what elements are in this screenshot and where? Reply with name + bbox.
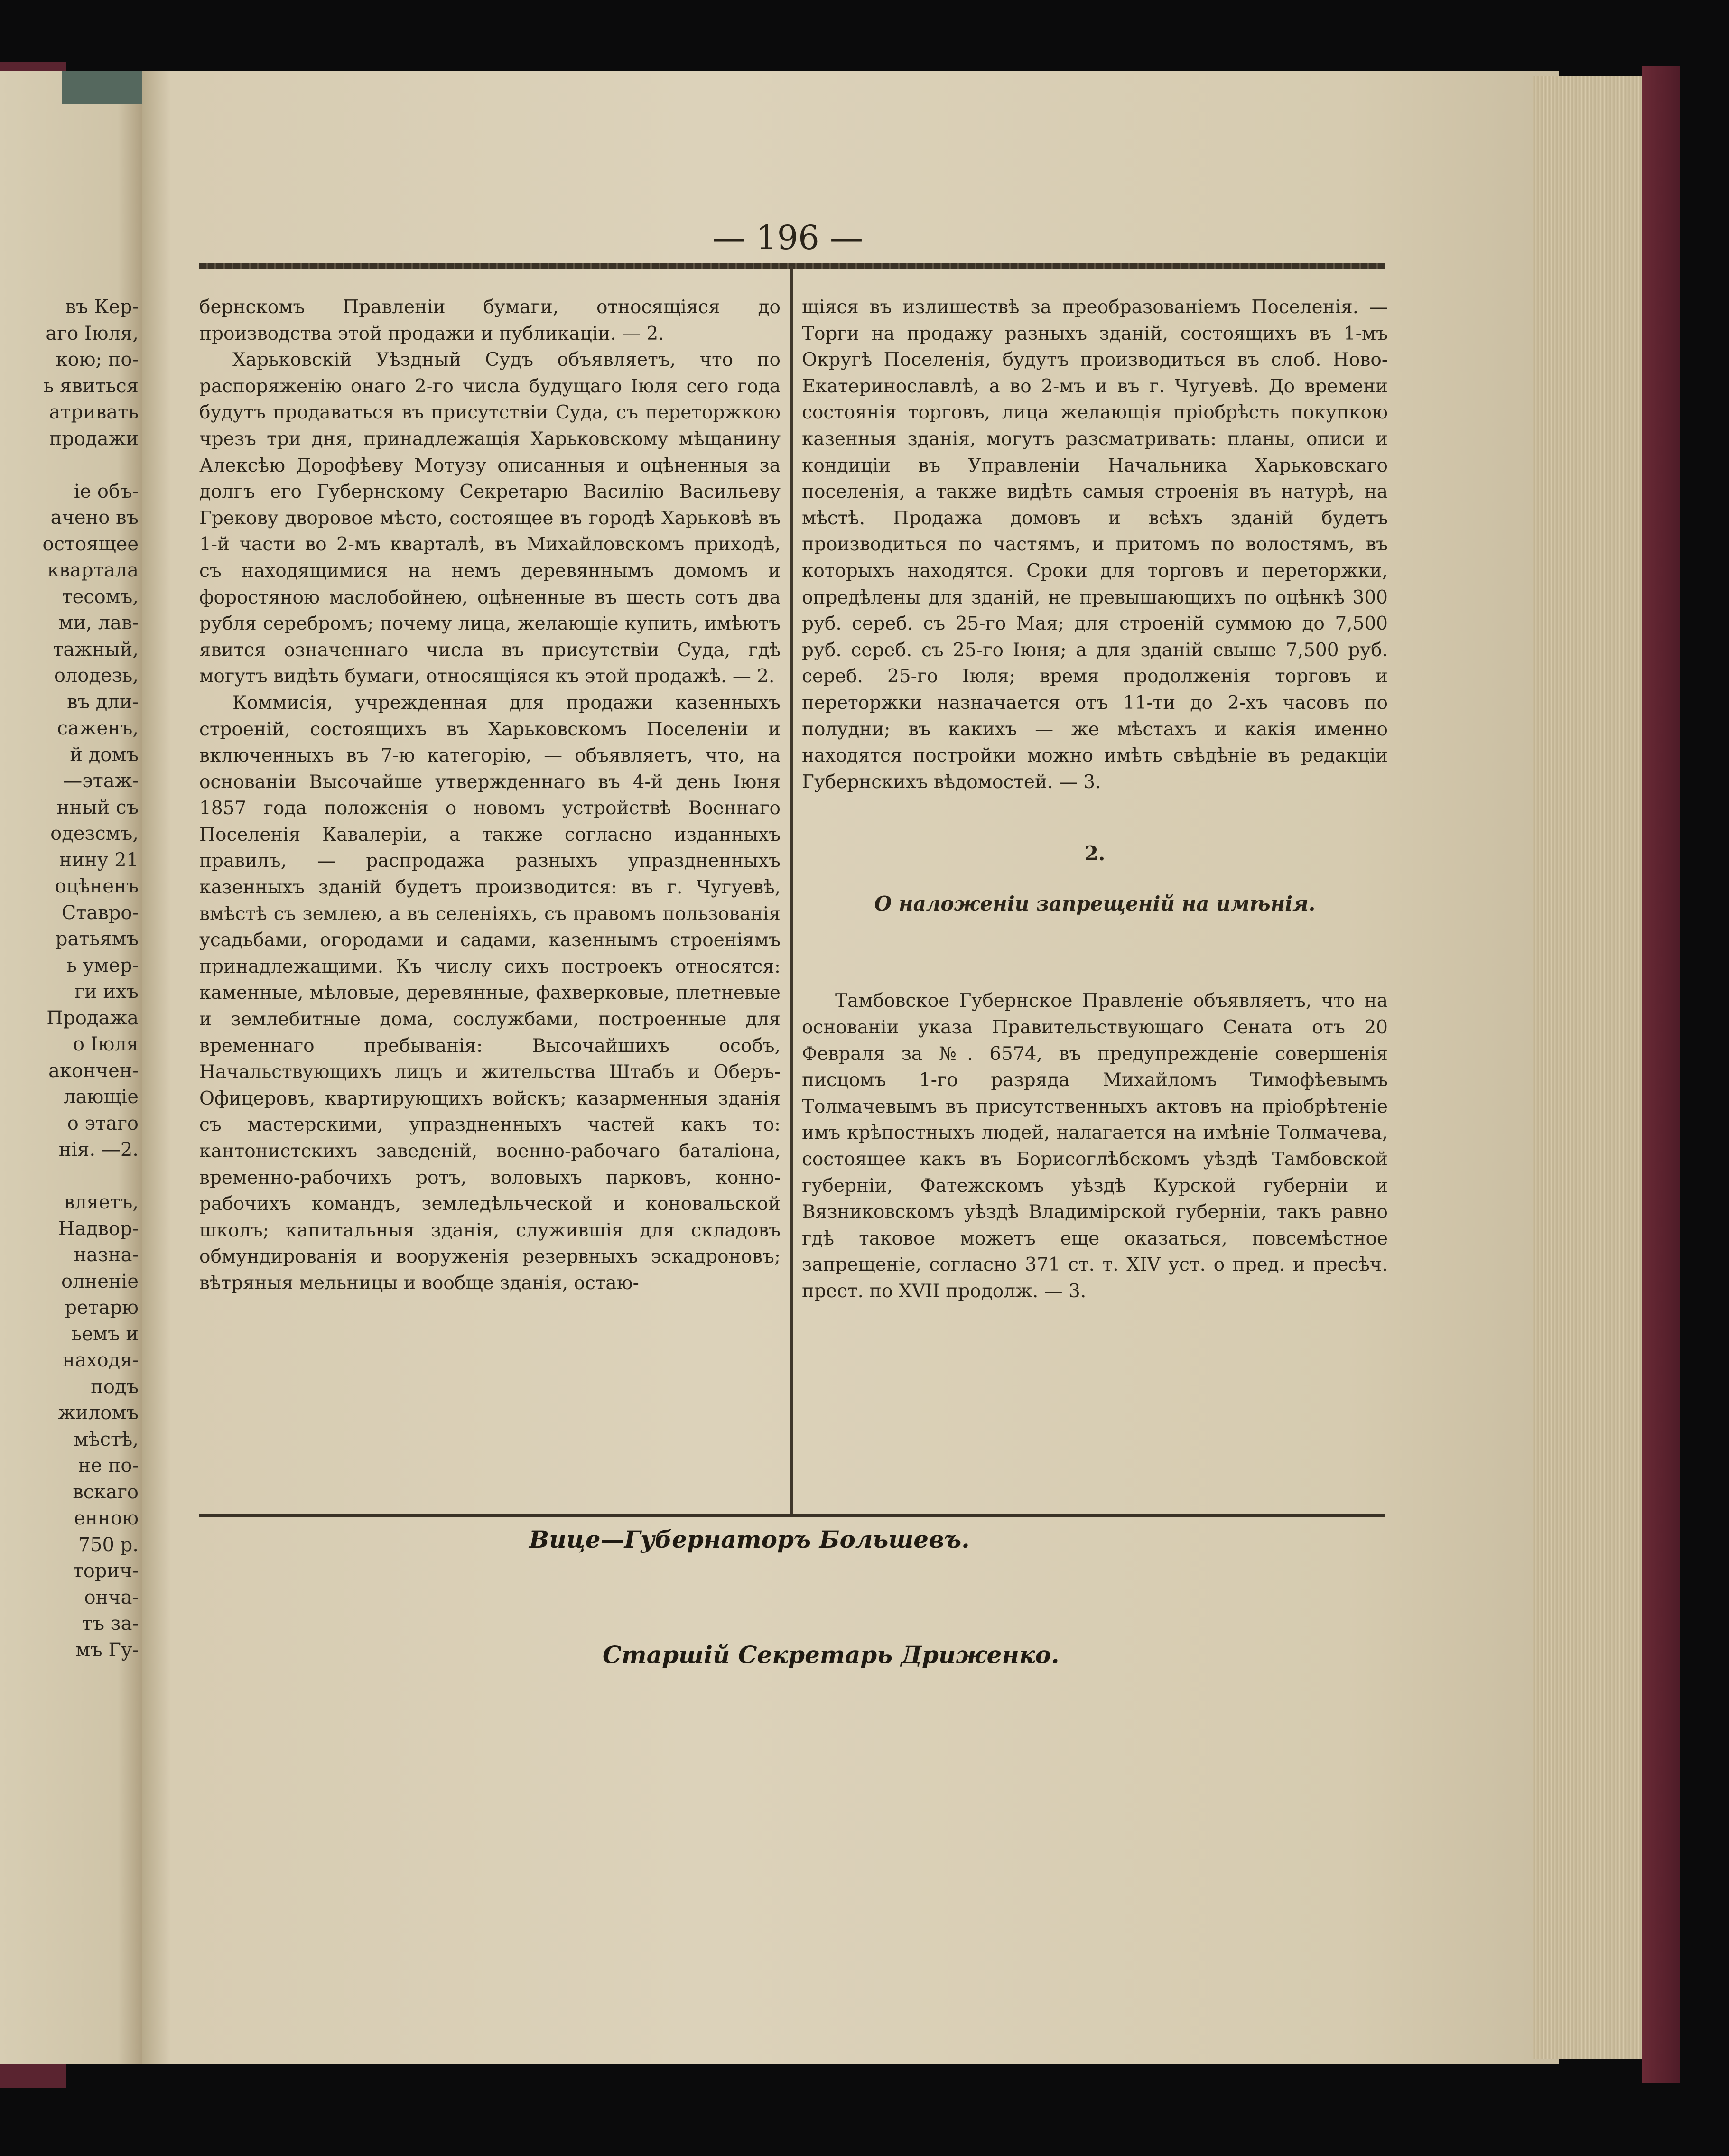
facing-page-line: въ Кер- — [65, 296, 139, 318]
facing-page-line: атривать — [49, 401, 139, 423]
facing-page-line: ачено въ — [50, 507, 139, 529]
facing-page-line: Надвор- — [58, 1217, 139, 1240]
facing-page-line: ьемъ и — [71, 1323, 139, 1345]
book-cover-right — [1642, 66, 1680, 2083]
paragraph-continuation-right: щіяся въ излишествѣ за преобразованіемъ Поселенія. — Торги на продажу разныхъ зданій, состоящихъ въ 1-мъ Округѣ Поселенія, будутъ производиться въ слоб. Ново-Екатеринославлѣ, а во 2-мъ и въ г. Чугуевѣ. До времени состоянія торговъ, лица желающія пріобрѣсть покупкою казенныя зданія, могутъ разсматривать: планы, описи и кондиціи въ Управленіи Начальника Харьковскаго поселенія, а также видѣть самыя строенія въ натурѣ, на мѣстѣ. Продажа домовъ и всѣхъ зданій будетъ производиться по частямъ, и притомъ по волостямъ, въ которыхъ находятся. Сроки для торговъ и переторжки, опредѣлены для зданій, не превышающихъ по оцѣнкѣ 300 руб. сереб. съ 25-го Мая; для строеній суммою до 7,500 руб. сереб. съ 25-го Іюня; а для зданій свыше 7,500 руб. сереб. 25-го Іюля; время продолженія торговъ и переторжки назначается отъ 11-ти до 2-хъ часовъ по полудни; въ какихъ — же мѣстахъ и какія именно находятся постройки можно имѣть свѣдѣніе въ редакціи Губернскихъ вѣдомостей. — 3. — [802, 297, 1388, 793]
facing-page-line: лающіе — [64, 1086, 139, 1108]
facing-page-line: въ дли- — [67, 691, 139, 713]
facing-page-line: мѣстѣ, — [74, 1428, 139, 1450]
facing-page-line: одезсмъ, — [50, 823, 139, 845]
facing-page-line — [6, 452, 139, 479]
facing-page-line: енною — [74, 1507, 139, 1529]
facing-page-line: ретарю — [65, 1297, 139, 1319]
facing-page-line: акончен- — [48, 1059, 139, 1082]
facing-page-line: о этаго — [67, 1112, 139, 1134]
page-block-edge — [1533, 76, 1642, 2059]
facing-page-line: ги ихъ — [74, 981, 139, 1003]
paragraph-tambov-notice: Тамбовское Губернское Правленіе объявляетъ, что на основаніи указа Правительствующаго Сената отъ 20 Февраля за №. 6574, въ предупрежденіе совершенія писцомъ 1-го разряда Михайломъ Тимофѣевымъ Толмачевымъ въ присутственныхъ актовъ на пріобрѣтеніе имъ крѣпостныхъ людей, налагается на имѣніе Толмачева, состоящее какъ въ Борисоглѣбскомъ уѣздѣ Тамбовской губерніи, Фатежскомъ уѣздѣ Курской губерніи и Вязниковскомъ уѣздѣ Владимірской губерніи, такъ равно гдѣ таковое можетъ еще оказаться, повсемѣстное запрещеніе, согласно 371 ст. т. XIV уст. о пред. и пресѣч. прест. по XVII продолж. — 3. — [802, 990, 1388, 1302]
paragraph-court-notice: Харьковскій Уѣздный Судъ объявляетъ, что по распоряженію онаго 2-го числа будущаго Іюля сего года будутъ продаваться въ присутствіи Суда, съ переторжкою чрезъ три дня, принадлежащія Харьковскому мѣщанину Алексѣю Дорофѣеву Мотузу описанныя и оцѣненныя за долгъ его Губернскому Секретарю Василію Васильеву Грекову дворовое мѣсто, состоящее въ городѣ Харьковѣ въ 1-й части во 2-мъ кварталѣ, въ Михайловскомъ приходѣ, съ находящимися на немъ деревяннымъ домомъ и форостяною маслобойнею, оцѣненные въ шесть сотъ два рубля серебромъ; почему лица, желающіе купить, имѣютъ явится означеннаго числа въ присутствіи Суда, гдѣ могутъ видѣть бумаги, относящіяся къ этой продажѣ. — 2. — [199, 349, 781, 688]
facing-page-fragment — [0, 71, 147, 2064]
facing-page-line: о Іюля — [73, 1033, 139, 1055]
right-column — [802, 294, 1388, 1305]
facing-page-line — [6, 1163, 139, 1190]
paragraph-commission-notice: Коммисія, учрежденная для продажи казенныхъ строеній, состоящихъ въ Харьковскомъ Поселеніи и включенныхъ въ 7-ю категорію, — объявляетъ, что, на основаніи Высочайше утвержденнаго въ 4-й день Іюня 1857 года положенія о новомъ устройствѣ Военнаго Поселенія Кавалеріи, а также согласно изданныхъ правилъ, — распродажа разныхъ упраздненныхъ казенныхъ зданій будетъ производится: въ г. Чугуевѣ, вмѣстѣ съ землею, а въ селеніяхъ, съ правомъ пользованія усадьбами, огородами и садами, казеннымъ строеніямъ принадлежащими. Къ числу сихъ построекъ относятся: каменные, мѣловые, деревянные, фахверковые, плетневые и землебитные дома, сослужбами, построенные для временнаго пребыванія: Высочайшихъ особъ, Начальствующихъ лицъ и жительства Штабъ и Оберъ-Офицеровъ, квартирующихъ войскъ; казарменныя зданія съ мастерскими, упраздненныхъ частей какъ то: кантонистскихъ заведеній, военно-рабочаго баталіона, временно-рабочихъ ротъ, воловыхъ парковъ, конно-рабочихъ командъ, земледѣльческой и коновальской школъ; капитальныя зданія, служившія для складовъ обмундированія и вооруженія резервныхъ эскадроновъ; вѣтряныя мельницы и вообще зданія, остаю- — [199, 692, 781, 1294]
facing-page-line: находя- — [62, 1349, 139, 1371]
facing-page-line: 750 р. — [78, 1533, 139, 1556]
facing-page-line: мъ Гу- — [75, 1639, 139, 1661]
left-column — [199, 294, 781, 1297]
facing-page-line: саженъ, — [57, 717, 139, 739]
facing-page-text — [6, 294, 139, 1663]
facing-page-line: подъ — [91, 1375, 139, 1398]
facing-page-line: продажи — [49, 427, 139, 450]
facing-page-line: оцѣненъ — [55, 875, 139, 897]
facing-page-line: тажный, — [53, 638, 139, 660]
facing-page-line: ь явиться — [43, 375, 139, 397]
facing-page-line: назна- — [74, 1244, 139, 1266]
facing-page-line: вскаго — [73, 1481, 139, 1503]
signature-vice-governor: Вице—Губернаторъ Большевъ. — [529, 1525, 970, 1553]
facing-page-line: олодезь, — [54, 665, 139, 687]
facing-page-line: вляетъ, — [64, 1191, 139, 1213]
spine-cloth — [62, 71, 147, 104]
facing-page-line: кою; по- — [56, 349, 139, 371]
facing-page-line: ми, лав- — [58, 612, 139, 634]
facing-page-line: аго Іюля, — [46, 322, 139, 344]
facing-page-line: ь умер- — [66, 954, 139, 976]
facing-page-line: тъ за- — [82, 1613, 139, 1635]
facing-page-line: остоящее — [42, 533, 139, 555]
section-number: 2. — [1084, 842, 1106, 865]
section-title: О наложеніи запрещеній на имѣнія. — [874, 892, 1316, 915]
paragraph-continuation: бернскомъ Правленіи бумаги, относящіяся до производства этой продажи и публикаціи. — 2. — [199, 297, 781, 344]
page-number: — 196 — — [712, 218, 864, 257]
facing-page-line: олненіе — [61, 1270, 139, 1292]
facing-page-line: жиломъ — [58, 1402, 139, 1424]
facing-page-line: нія. —2. — [58, 1139, 139, 1161]
facing-page-line: квартала — [47, 559, 139, 581]
facing-page-line: тесомъ, — [62, 585, 139, 608]
facing-page-line: й домъ — [70, 743, 139, 766]
column-divider — [790, 266, 793, 1514]
facing-page-line: —этаж- — [63, 770, 139, 792]
signature-senior-secretary: Старшій Секретарь Дриженко. — [603, 1641, 1060, 1669]
facing-page-line: Ставро- — [61, 901, 139, 924]
facing-page-line: ратьямъ — [55, 928, 139, 950]
facing-page-line: ончa- — [84, 1586, 139, 1608]
facing-page-line: іе объ- — [74, 480, 139, 502]
facing-page-line: Продажа — [46, 1007, 139, 1029]
facing-page-line: торич- — [73, 1560, 139, 1582]
facing-page-line: нный съ — [56, 796, 139, 818]
facing-page-line: не по- — [78, 1455, 139, 1477]
footer-rule — [199, 1514, 1385, 1517]
facing-page-line: нину 21 — [59, 849, 139, 871]
